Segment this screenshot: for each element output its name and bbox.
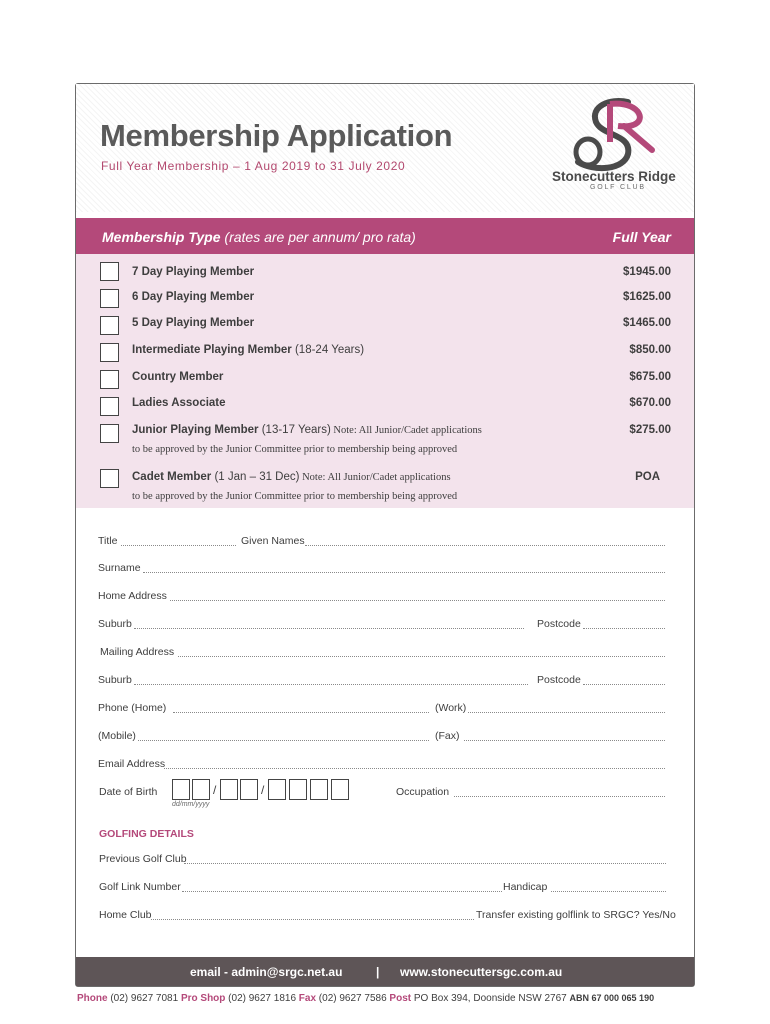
handicap-field[interactable] xyxy=(551,891,666,892)
abn: ABN 67 000 065 190 xyxy=(569,993,655,1003)
full-year-header: Full Year xyxy=(612,229,671,245)
dob-slash: / xyxy=(213,783,217,797)
membership-note-line2: to be approved by the Junior Committee prior to membership being approved xyxy=(132,491,458,502)
proshop-key: Pro Shop xyxy=(180,993,226,1004)
home-club-field[interactable] xyxy=(151,919,474,920)
home-club-label: Home Club xyxy=(99,909,152,921)
membership-checkbox[interactable] xyxy=(100,370,119,389)
membership-label-extra: (18-24 Years) xyxy=(291,344,365,356)
membership-type-title xyxy=(102,229,416,245)
membership-label xyxy=(132,291,254,303)
work-label: (Work) xyxy=(435,702,467,714)
dob-hint: dd/mm/yyyy xyxy=(172,801,210,808)
email-field[interactable] xyxy=(164,768,665,769)
membership-price: $1465.00 xyxy=(623,317,671,329)
mobile-field[interactable] xyxy=(138,740,429,741)
membership-label-text: Ladies Associate xyxy=(132,397,226,409)
membership-label-text: Cadet Member xyxy=(132,471,212,483)
dob-year-box-2[interactable] xyxy=(289,779,307,800)
postcode2-label: Postcode xyxy=(537,674,581,686)
mailing-address-label: Mailing Address xyxy=(100,646,175,658)
membership-type-title-text: Membership Type xyxy=(102,229,221,245)
membership-label xyxy=(132,344,364,356)
membership-price: $850.00 xyxy=(629,344,671,356)
membership-checkbox[interactable] xyxy=(100,316,119,335)
fax-label: (Fax) xyxy=(435,730,460,742)
dob-month-box-2[interactable] xyxy=(240,779,258,800)
page-subtitle: Full Year Membership – 1 Aug 2019 to 31 July 2020 xyxy=(101,159,406,173)
golf-link-label: Golf Link Number xyxy=(99,881,181,893)
phone-value: (02) 9627 7081 xyxy=(107,993,181,1004)
golf-link-field[interactable] xyxy=(182,891,502,892)
surname-label: Surname xyxy=(98,562,141,574)
handicap-label: Handicap xyxy=(503,881,548,893)
membership-label xyxy=(132,471,451,483)
dob-month-box-1[interactable] xyxy=(220,779,238,800)
fax-field[interactable] xyxy=(464,740,665,741)
membership-price: $670.00 xyxy=(629,397,671,409)
email-label: Email Address xyxy=(98,758,166,770)
membership-label xyxy=(132,424,482,436)
membership-price: $675.00 xyxy=(629,371,671,383)
fax-key: Fax xyxy=(298,993,317,1004)
work-field[interactable] xyxy=(468,712,665,713)
suburb2-field[interactable] xyxy=(134,684,528,685)
suburb-label: Suburb xyxy=(98,618,132,630)
postcode-label: Postcode xyxy=(537,618,581,630)
post-value: PO Box 394, Doonside NSW 2767 xyxy=(411,993,570,1004)
membership-label-text: Country Member xyxy=(132,371,224,383)
membership-label xyxy=(132,317,254,329)
mobile-label: (Mobile) xyxy=(98,730,136,742)
membership-checkbox[interactable] xyxy=(100,469,119,488)
logo-name: Stonecutters Ridge xyxy=(552,169,676,184)
home-address-field[interactable] xyxy=(170,600,665,601)
home-address-label: Home Address xyxy=(98,590,167,602)
postcode2-field[interactable] xyxy=(583,684,665,685)
membership-label-text: 5 Day Playing Member xyxy=(132,317,255,329)
dob-year-box-3[interactable] xyxy=(310,779,328,800)
given-names-field[interactable] xyxy=(305,545,665,546)
membership-label xyxy=(132,266,254,278)
dob-label: Date of Birth xyxy=(99,786,158,798)
dob-day-box-2[interactable] xyxy=(192,779,210,800)
surname-field[interactable] xyxy=(143,572,665,573)
membership-checkbox[interactable] xyxy=(100,343,119,362)
membership-type-header xyxy=(76,218,694,254)
footer-email-link[interactable]: email - admin@srgc.net.au xyxy=(190,965,343,979)
membership-note: Note: All Junior/Cadet applications xyxy=(330,425,482,436)
rates-note: (rates are per annum/ pro rata) xyxy=(220,229,416,245)
membership-label-text: 6 Day Playing Member xyxy=(132,291,255,303)
membership-checkbox[interactable] xyxy=(100,424,119,443)
phone-key: Phone xyxy=(77,993,108,1004)
dob-slash: / xyxy=(261,783,265,797)
mailing-address-field[interactable] xyxy=(178,656,665,657)
membership-label-extra: (1 Jan – 31 Dec) xyxy=(211,471,300,483)
fax-value: (02) 9627 7586 xyxy=(316,993,390,1004)
membership-label-text: Junior Playing Member xyxy=(132,424,259,436)
title-field[interactable] xyxy=(121,545,236,546)
transfer-label: Transfer existing golflink to SRGC? Yes/No xyxy=(476,909,676,921)
occupation-label: Occupation xyxy=(396,786,450,798)
membership-note: Note: All Junior/Cadet applications xyxy=(299,472,451,483)
membership-price: $275.00 xyxy=(629,424,671,436)
page-title: Membership Application xyxy=(100,118,453,153)
post-key: Post xyxy=(389,993,412,1004)
membership-label xyxy=(132,371,223,383)
previous-club-label: Previous Golf Club xyxy=(99,853,187,865)
membership-type-panel xyxy=(76,218,694,508)
membership-label xyxy=(132,397,226,409)
suburb2-label: Suburb xyxy=(98,674,132,686)
membership-label-text: Intermediate Playing Member xyxy=(132,344,292,356)
logo-subtitle: GOLF CLUB xyxy=(590,184,646,191)
proshop-value: (02) 9627 1816 xyxy=(225,993,299,1004)
postcode-field[interactable] xyxy=(583,628,665,629)
membership-price: $1945.00 xyxy=(623,266,671,278)
footer-bar xyxy=(76,957,694,986)
given-names-label: Given Names xyxy=(241,535,305,547)
membership-price: POA xyxy=(635,471,660,483)
membership-label-extra: (13-17 Years) xyxy=(258,424,331,436)
dob-year-box-4[interactable] xyxy=(331,779,349,800)
membership-checkbox[interactable] xyxy=(100,397,119,416)
occupation-field[interactable] xyxy=(454,796,665,797)
phone-home-label: Phone (Home) xyxy=(98,702,167,714)
footer-website-link[interactable]: www.stonecuttersgc.com.au xyxy=(400,965,563,979)
membership-price: $1625.00 xyxy=(623,291,671,303)
footer-separator: | xyxy=(376,965,380,979)
phone-home-field[interactable] xyxy=(173,712,429,713)
membership-label-text: 7 Day Playing Member xyxy=(132,266,255,278)
membership-checkbox[interactable] xyxy=(100,262,119,281)
contact-line xyxy=(77,993,654,1004)
membership-checkbox[interactable] xyxy=(100,289,119,308)
dob-day-box-1[interactable] xyxy=(172,779,190,800)
membership-note-line2: to be approved by the Junior Committee prior to membership being approved xyxy=(132,444,458,455)
previous-club-field[interactable] xyxy=(184,863,666,864)
suburb-field[interactable] xyxy=(134,628,524,629)
golfing-details-heading: GOLFING DETAILS xyxy=(99,828,194,840)
title-label: Title xyxy=(98,535,118,547)
dob-year-box-1[interactable] xyxy=(268,779,286,800)
